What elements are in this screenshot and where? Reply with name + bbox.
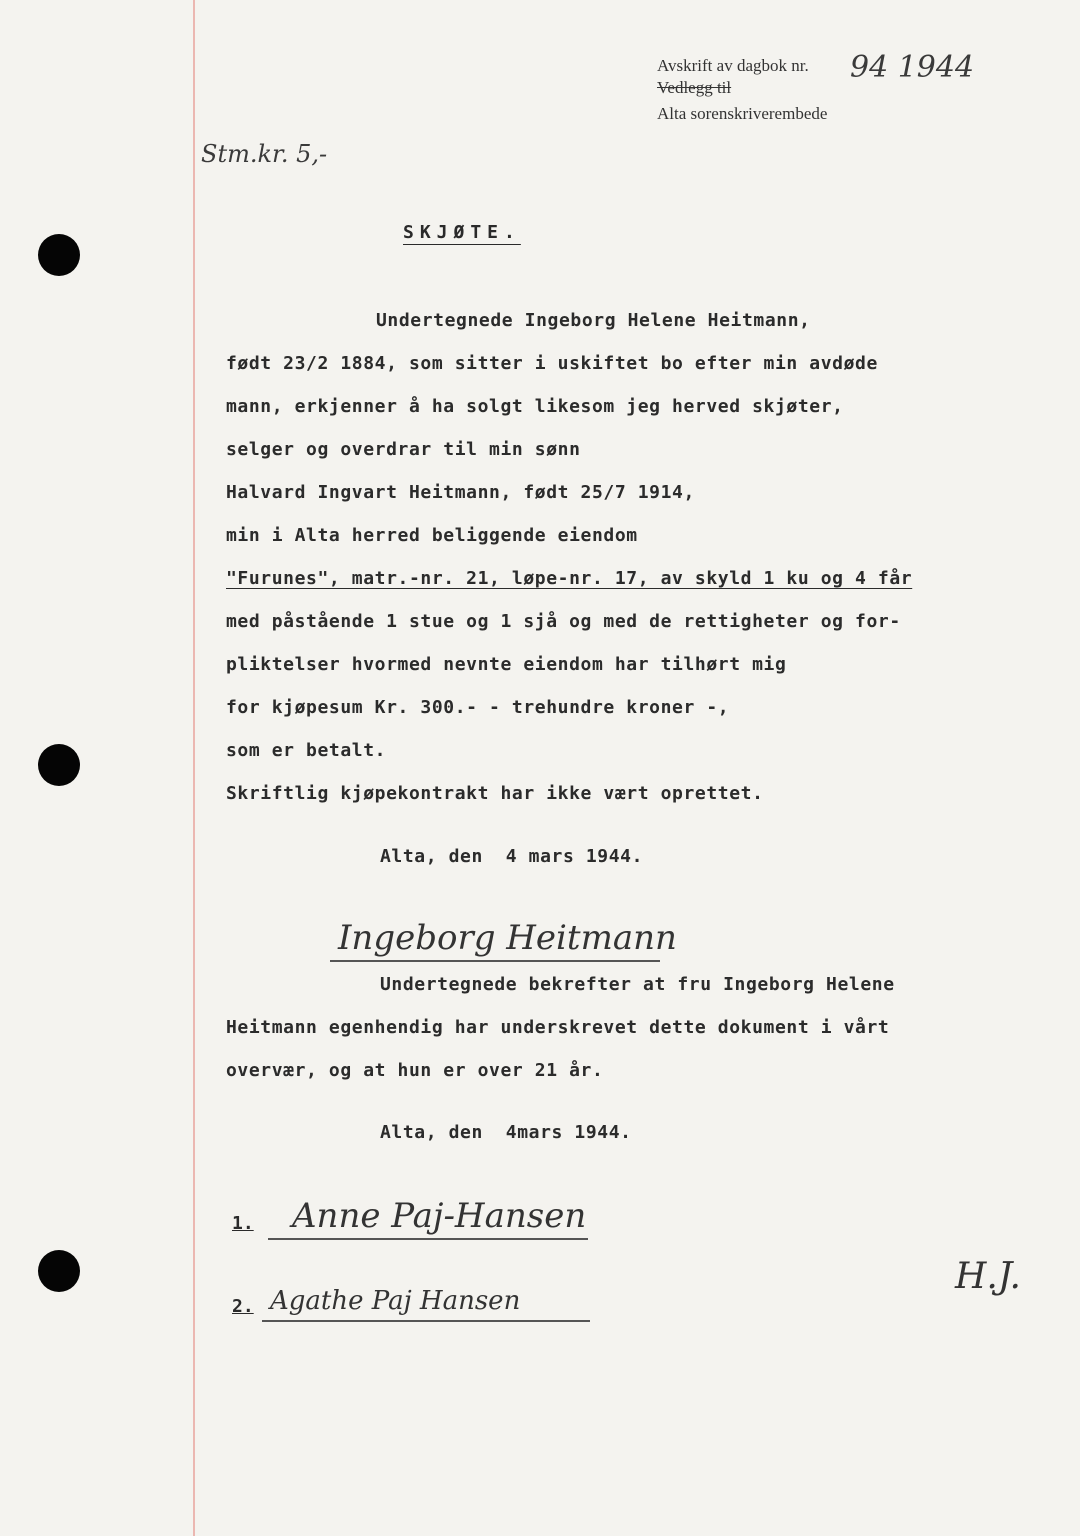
seller-signature-line: [330, 960, 660, 962]
witness-line-2: Heitmann egenhendig har underskrevet dette dokument i vårt: [226, 1017, 890, 1038]
stamp-duty-note: Stm.kr. 5,-: [201, 140, 328, 168]
body-line-11: som er betalt.: [226, 740, 387, 761]
date-line-1: Alta, den 4 mars 1944.: [380, 846, 644, 867]
witness-signature-2: Agathe Paj Hansen: [270, 1286, 521, 1316]
property-line: "Furunes", matr.-nr. 21, løpe-nr. 17, av skyld 1 ku og 4 får: [226, 568, 913, 589]
stamp-dagbok: dagbok nr.: [736, 56, 809, 75]
body-line-6: min i Alta herred beliggende eiendom: [226, 525, 638, 546]
body-line-3: mann, erkjenner å ha solgt likesom jeg herved skjøter,: [226, 396, 844, 417]
stamp-avskrift: Avskrift av: [657, 56, 733, 75]
margin-rule: [193, 0, 195, 1536]
stamp-vedlegg: Vedlegg til: [657, 78, 732, 97]
punch-hole-top: [38, 234, 80, 276]
body-line-1: Undertegnede Ingeborg Helene Heitmann,: [376, 310, 811, 331]
dagbok-number: 94 1944: [850, 50, 975, 85]
seller-signature: Ingeborg Heitmann: [338, 918, 677, 958]
stamp-office: Alta sorenskriverembede: [657, 104, 828, 123]
witness-number-1: 1.: [232, 1213, 254, 1234]
punch-hole-bottom: [38, 1250, 80, 1292]
witness-line-1: Undertegnede bekrefter at fru Ingeborg Helene: [380, 974, 895, 995]
document-title: SKJØTE.: [403, 222, 521, 243]
witness-signature-line-2: [262, 1320, 590, 1322]
witness-signature-line-1: [268, 1238, 588, 1240]
witness-signature-1: Anne Paj-Hansen: [292, 1196, 587, 1236]
witness-line-3: overvær, og at hun er over 21 år.: [226, 1060, 604, 1081]
date-line-2: Alta, den 4mars 1944.: [380, 1122, 632, 1143]
clerk-initials: H.J.: [955, 1256, 1021, 1297]
body-line-4: selger og overdrar til min sønn: [226, 439, 581, 460]
body-line-10: for kjøpesum Kr. 300.- - trehundre kroner -,: [226, 697, 730, 718]
punch-hole-middle: [38, 744, 80, 786]
body-line-9: pliktelser hvormed nevnte eiendom har tilhørt mig: [226, 654, 787, 675]
body-line-8: med påstående 1 stue og 1 sjå og med de rettigheter og for-: [226, 611, 901, 632]
witness-number-2: 2.: [232, 1296, 254, 1317]
office-stamp: [657, 56, 827, 126]
body-line-2: født 23/2 1884, som sitter i uskiftet bo efter min avdøde: [226, 353, 878, 374]
body-line-5: Halvard Ingvart Heitmann, født 25/7 1914,: [226, 482, 695, 503]
body-line-12: Skriftlig kjøpekontrakt har ikke vært oprettet.: [226, 783, 764, 804]
